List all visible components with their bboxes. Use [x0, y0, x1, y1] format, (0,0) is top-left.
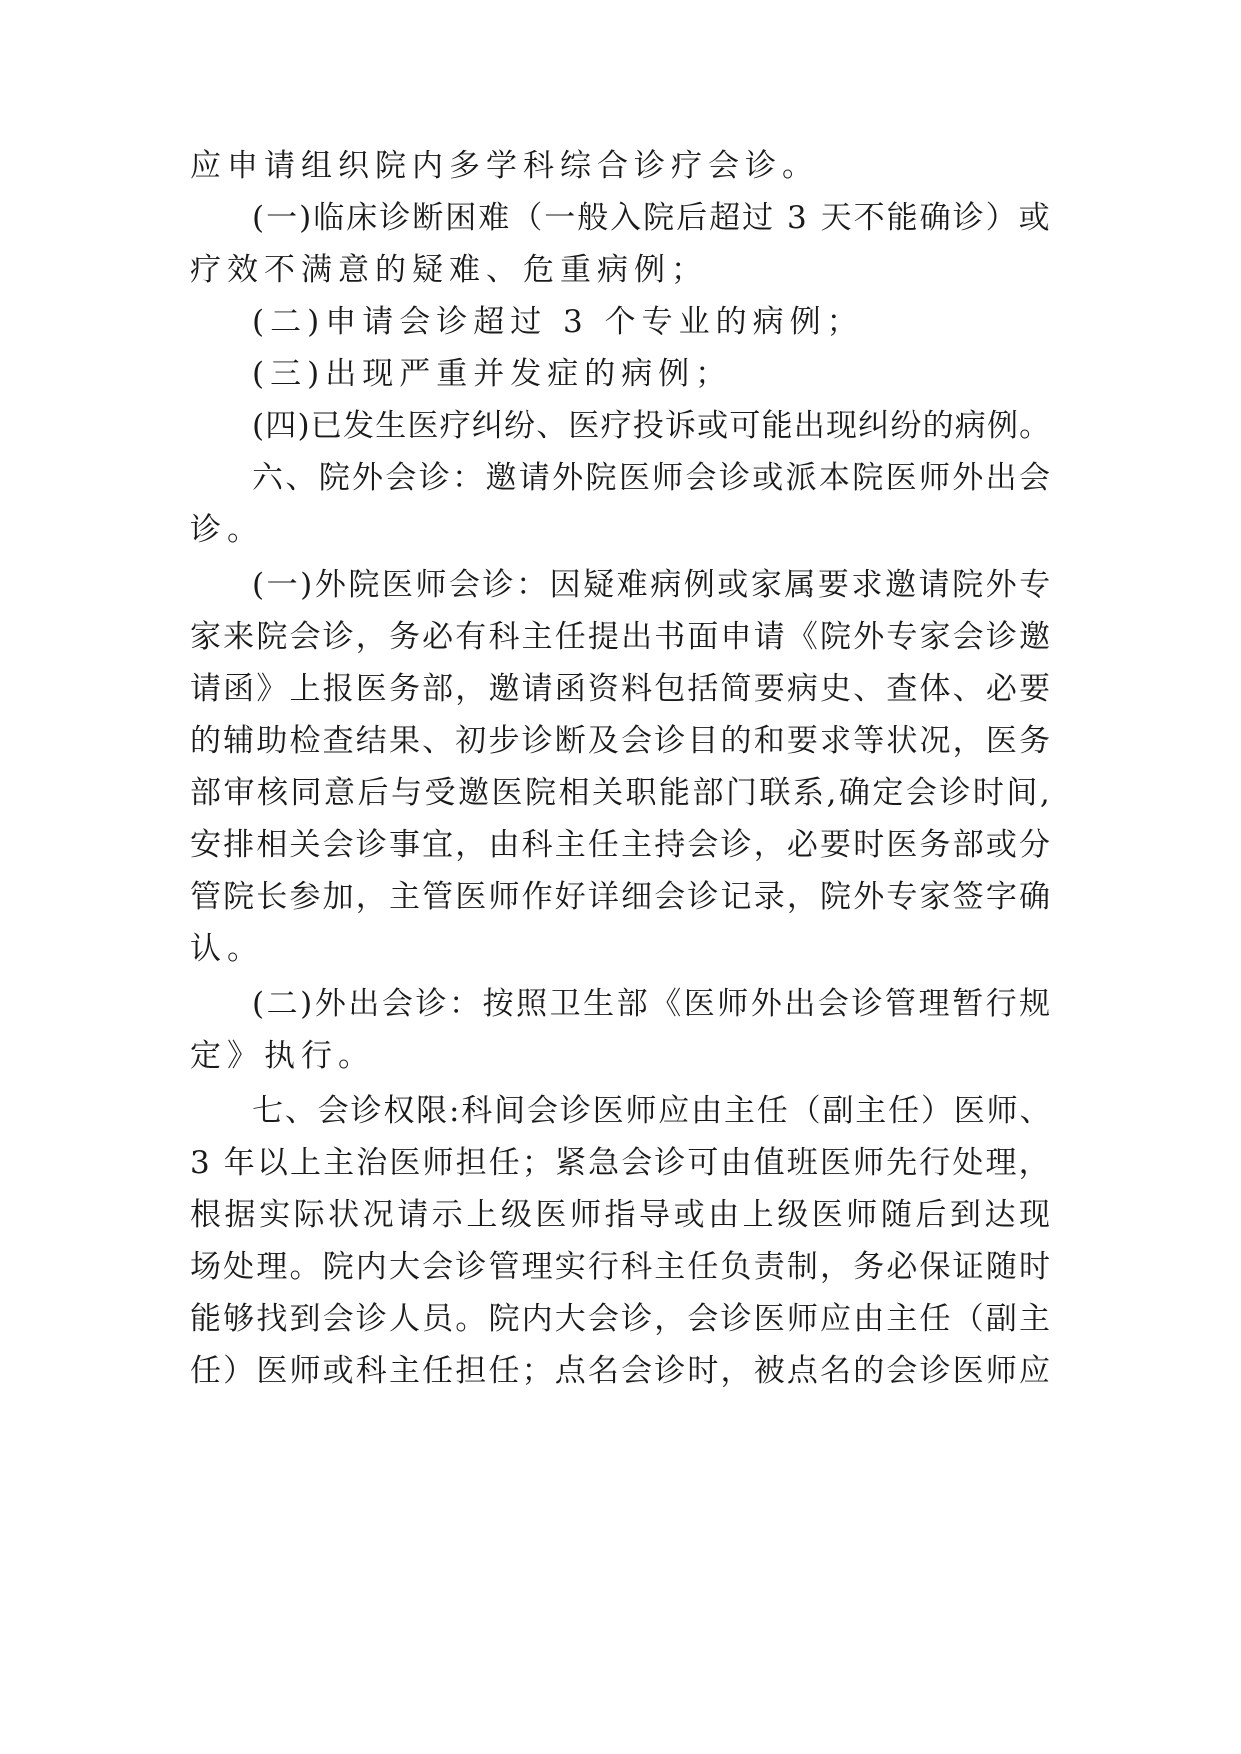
line-text: (二)外出会诊：按照卫生部《医师外出会诊管理暂行规: [252, 986, 1053, 1022]
line-text: 任）医师或科主任担任；点名会诊时，被点名的会诊医师应: [190, 1353, 1053, 1389]
text-line: [0, 500, 1241, 560]
line-text: 部审核同意后与受邀医院相关职能部门联系,确定会诊时间,: [190, 775, 1053, 811]
text-line: [0, 555, 1241, 615]
line-text: 认。: [190, 931, 264, 967]
line-text: 场处理。院内大会诊管理实行科主任负责制，务必保证随时: [190, 1249, 1053, 1285]
text-line: [0, 188, 1241, 248]
text-line: [0, 240, 1241, 300]
line-text: (一)外院医师会诊：因疑难病例或家属要求邀请院外专: [252, 567, 1053, 603]
text-line: [0, 815, 1241, 875]
text-line: [0, 396, 1241, 456]
text-line: [0, 867, 1241, 927]
line-text: 六、院外会诊：邀请外院医师会诊或派本院医师外出会: [252, 460, 1053, 496]
text-line: [0, 763, 1241, 823]
line-text: (一)临床诊断困难（一般入院后超过 3 天不能确诊）或: [252, 200, 1052, 236]
text-line: [0, 344, 1241, 404]
line-text: 七、会诊权限:科间会诊医师应由主任（副主任）医师、: [252, 1093, 1053, 1129]
text-line: [0, 1289, 1241, 1349]
text-line: [0, 292, 1241, 352]
line-text: (二)申请会诊超过 3 个专业的病例；: [252, 304, 864, 340]
text-line: [0, 1341, 1241, 1401]
line-text: 安排相关会诊事宜，由科主任主持会诊，必要时医务部或分: [190, 827, 1053, 863]
line-text: 定》执行。: [190, 1038, 375, 1074]
text-line: [0, 659, 1241, 719]
line-text: 3 年以上主治医师担任；紧急会诊可由值班医师先行处理，: [190, 1145, 1052, 1181]
line-text: 的辅助检查结果、初步诊断及会诊目的和要求等状况，医务: [190, 723, 1053, 759]
line-text: 家来院会诊，务必有科主任提出书面申请《院外专家会诊邀: [190, 619, 1053, 655]
text-line: [0, 1081, 1241, 1141]
text-line: [0, 1133, 1241, 1193]
line-text: 应申请组织院内多学科综合诊疗会诊。: [190, 148, 819, 184]
line-text: (三)出现严重并发症的病例；: [252, 356, 733, 392]
text-line: [0, 607, 1241, 667]
line-text: 诊。: [190, 512, 264, 548]
text-line: [0, 1185, 1241, 1245]
text-line: [0, 974, 1241, 1034]
line-text: 根据实际状况请示上级医师指导或由上级医师随后到达现: [190, 1197, 1054, 1233]
text-line: [0, 711, 1241, 771]
line-text: 能够找到会诊人员。院内大会诊，会诊医师应由主任（副主: [190, 1301, 1053, 1337]
text-line: [0, 919, 1241, 979]
line-text: 疗效不满意的疑难、危重病例；: [190, 252, 708, 288]
text-line: [0, 1026, 1241, 1086]
text-line: [0, 136, 1241, 196]
text-line: [0, 1237, 1241, 1297]
text-line: [0, 448, 1241, 508]
line-text: (四)已发生医疗纠纷、医疗投诉或可能出现纠纷的病例。: [252, 408, 1052, 444]
line-text: 请函》上报医务部，邀请函资料包括简要病史、查体、必要: [190, 671, 1053, 707]
line-text: 管院长参加，主管医师作好详细会诊记录，院外专家签字确: [190, 879, 1053, 915]
